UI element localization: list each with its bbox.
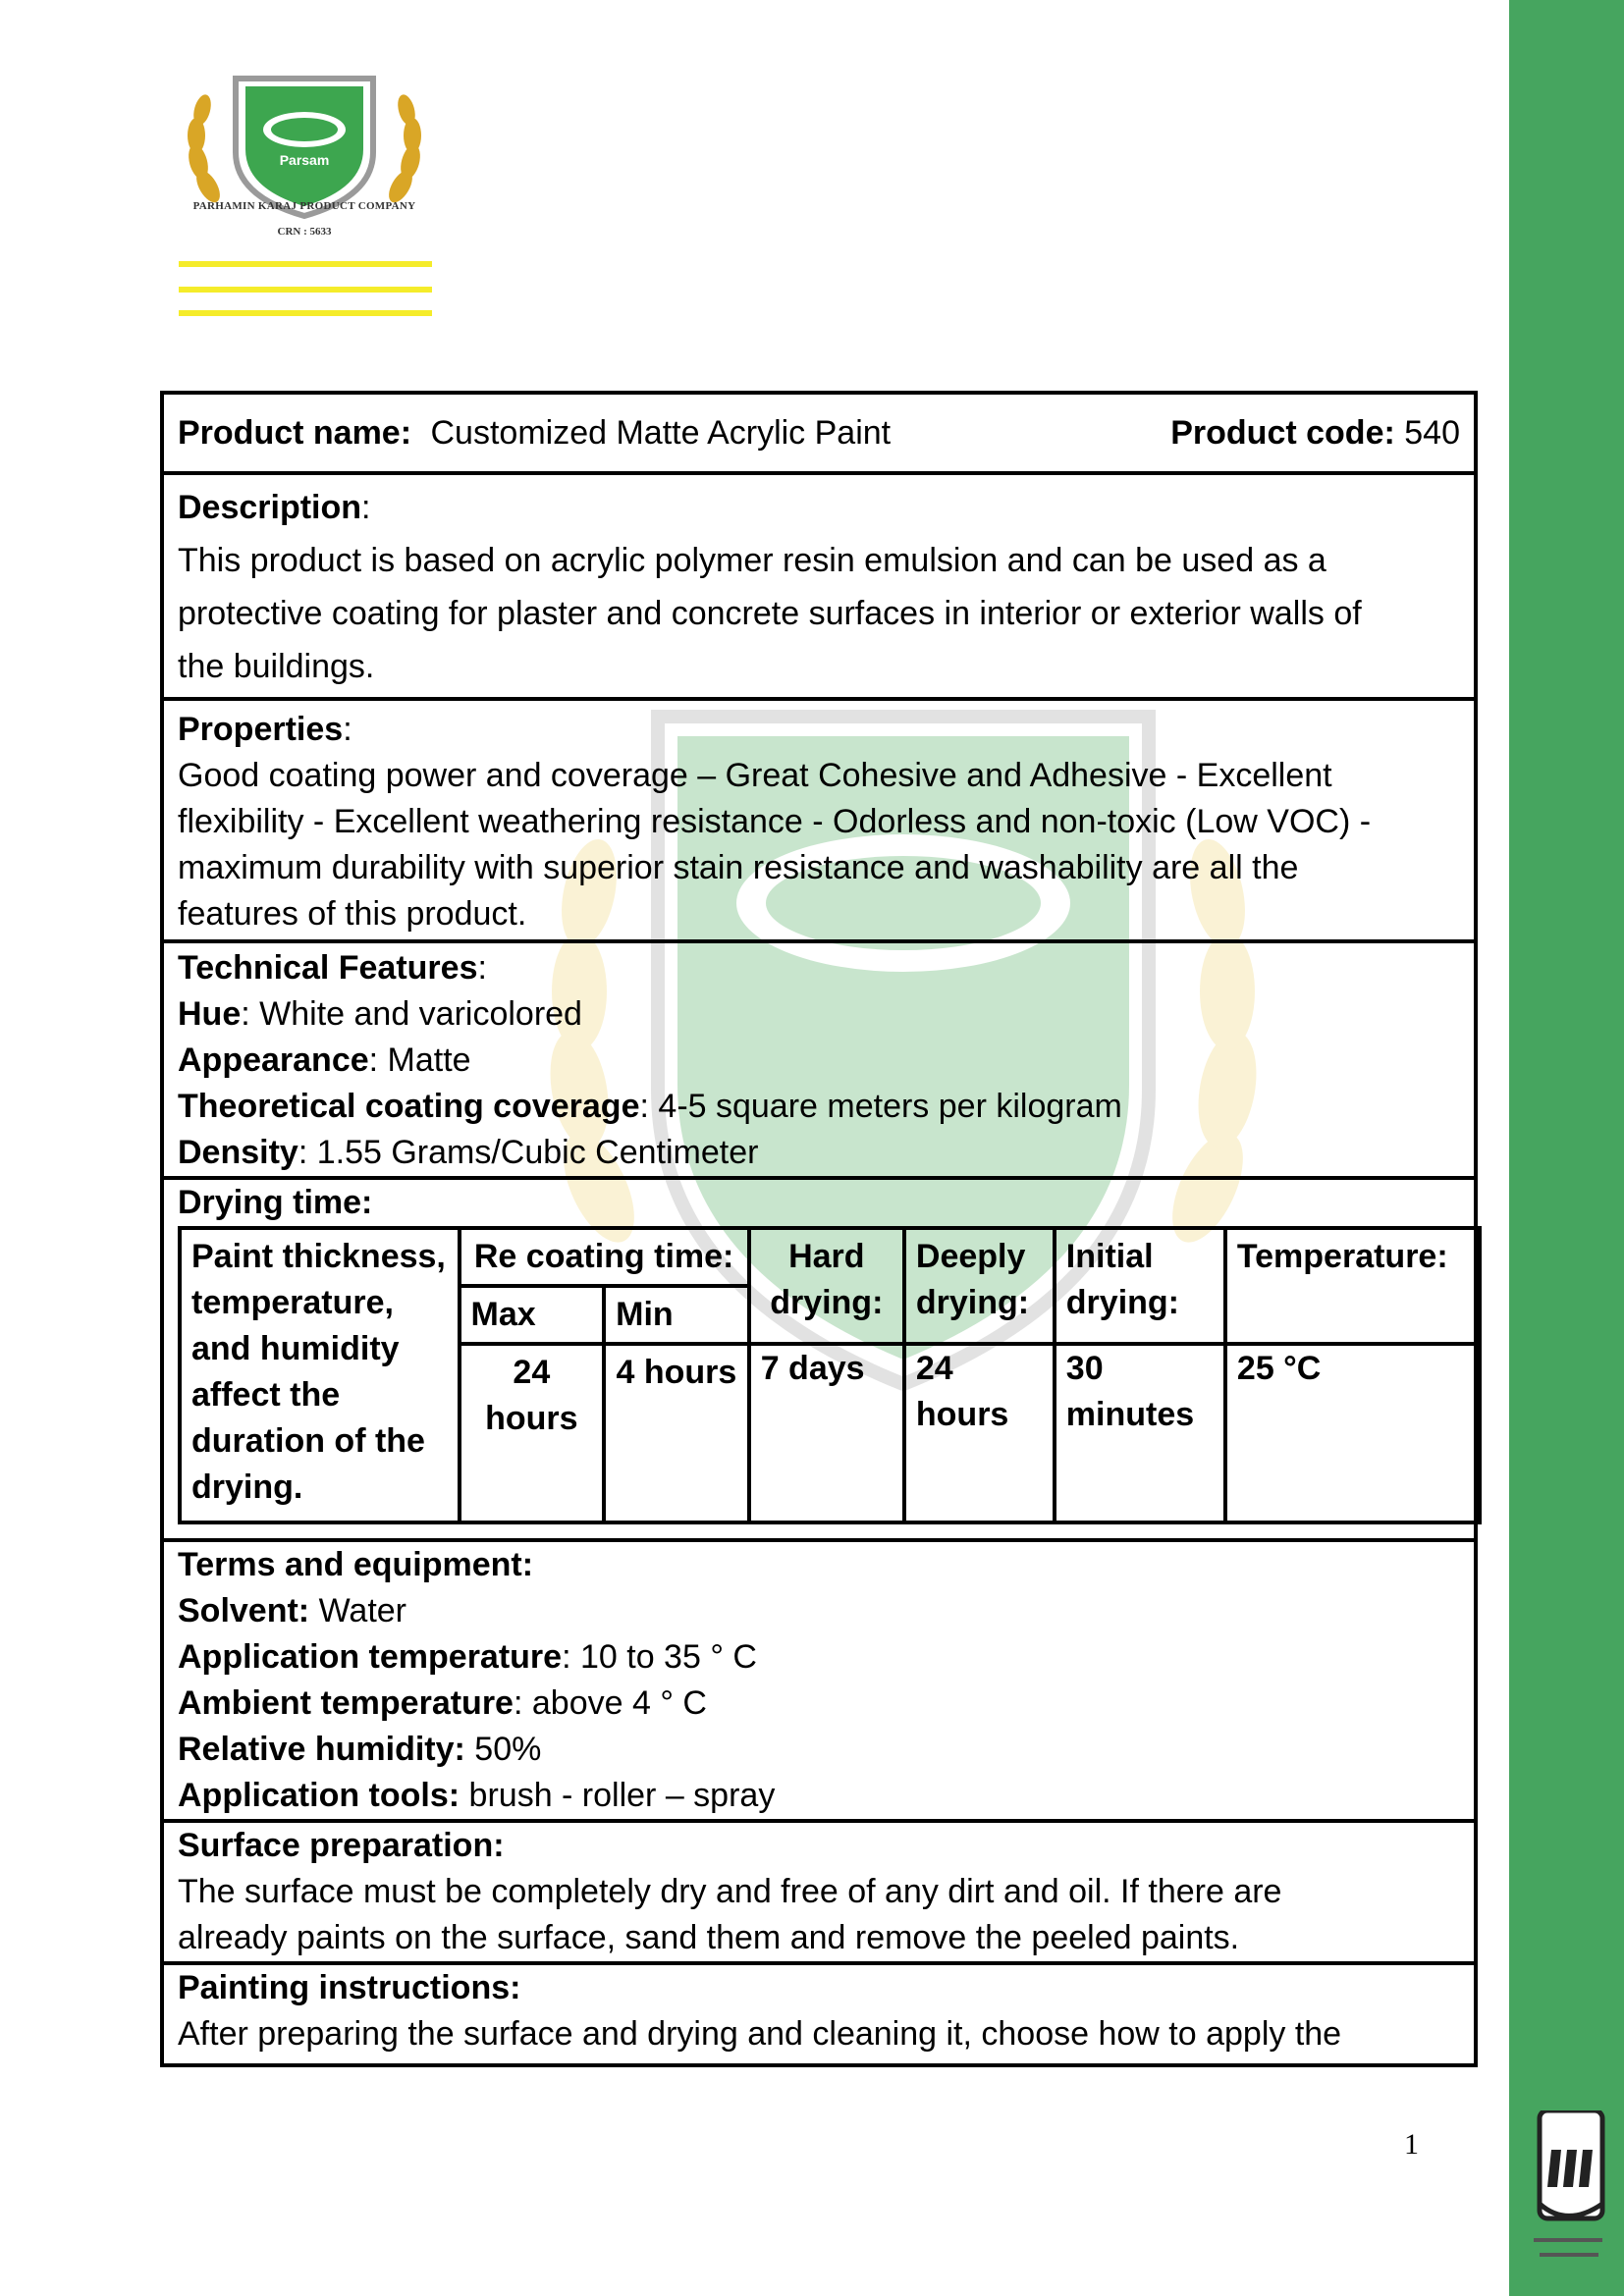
appearance-label: Appearance (178, 1041, 369, 1079)
description-heading: Description (178, 489, 362, 526)
description-section: Description: This product is based on acrylic polymer resin emulsion and can be used as a protective coating for plaster and concrete surfaces in interior or exterior walls of the buildings. (164, 475, 1474, 701)
drying-heading: Drying time: (178, 1184, 373, 1221)
temperature-header: Temperature: (1225, 1228, 1480, 1344)
ambient-temp-label: Ambient temperature (178, 1684, 514, 1722)
coverage-value: 4-5 square meters per kilogram (658, 1088, 1122, 1125)
technical-heading: Technical Features (178, 949, 478, 987)
product-name-label: Product name: (178, 413, 412, 452)
app-temp-line: Application temperature: 10 to 35 ° C (178, 1638, 757, 1676)
description-line: protective coating for plaster and concrete surfaces in interior or exterior walls of (178, 595, 1362, 632)
properties-line: flexibility - Excellent weathering resistance - Odorless and non-toxic (Low VOC) - (178, 803, 1372, 840)
description-line: the buildings. (178, 648, 375, 685)
properties-line: Good coating power and coverage – Great Cohesive and Adhesive - Excellent (178, 757, 1332, 794)
recoating-max-value: 24 hours (460, 1344, 605, 1522)
coverage-line: Theoretical coating coverage: 4-5 square meters per kilogram (178, 1088, 1122, 1125)
coverage-label: Theoretical coating coverage (178, 1088, 640, 1125)
tools-line (178, 1773, 1460, 1819)
recoating-header: Re coating time: (460, 1228, 749, 1286)
product-spec-table (160, 391, 1478, 2067)
appearance-line: Appearance: Matte (178, 1041, 471, 1079)
tools-label: Application tools: (178, 1777, 460, 1814)
recoating-min-value: 4 hours (604, 1344, 749, 1522)
density-line: Density: 1.55 Grams/Cubic Centimeter (178, 1134, 759, 1171)
product-name-value: Customized Matte Acrylic Paint (430, 413, 892, 452)
humidity-label: Relative humidity: (178, 1731, 465, 1768)
side-color-bar (1509, 0, 1624, 2296)
terms-heading: Terms and equipment: (178, 1546, 534, 1583)
product-code (1170, 410, 1460, 456)
product-code-label: Product code: (1170, 413, 1395, 452)
product-header-row (164, 395, 1474, 475)
logo-crn: CRN : 5633 (277, 226, 332, 238)
deep-drying-value: 24 hours (904, 1344, 1055, 1522)
logo-divider-line (179, 310, 432, 316)
surface-line: The surface must be completely dry and free of any dirt and oil. If there are (178, 1873, 1282, 1910)
appearance-value: Matte (387, 1041, 471, 1079)
logo-divider-line (179, 287, 432, 293)
hard-drying-text: 7 days (760, 1350, 865, 1387)
density-value: 1.55 Grams/Cubic Centimeter (316, 1134, 759, 1171)
hard-drying-header: Hard drying: (749, 1228, 904, 1344)
properties-heading: Properties (178, 711, 344, 748)
deep-drying-header: Deeply drying: (904, 1228, 1055, 1344)
description-line: This product is based on acrylic polymer resin emulsion and can be used as a (178, 542, 1326, 579)
painting-line: After preparing the surface and drying and cleaning it, choose how to apply the (178, 2015, 1342, 2053)
properties-line: features of this product. (178, 895, 527, 933)
drying-time-table (178, 1226, 1482, 1524)
properties-section: Properties: Good coating power and coverage – Great Cohesive and Adhesive - Excellent flexibility - Excellent weathering resistance - Odorless and non-toxic (Low VOC) - maximum durability with superior stain resistance and washability are all the features of this product. (164, 701, 1474, 943)
humidity-value: 50% (474, 1731, 542, 1768)
temperature-value: 25 °C (1225, 1344, 1480, 1522)
technical-features-section: Technical Features: Hue: White and varicolored Appearance: Matte Theoretical coating coverage: 4-5 square meters per kilogram Density: 1.55 Grams/Cubic Centimeter (164, 943, 1474, 1180)
min-header: Min (604, 1286, 749, 1344)
solvent-line (178, 1588, 1460, 1634)
standard-mark-icon (1520, 2110, 1614, 2287)
initial-drying-header: Initial drying: (1055, 1228, 1225, 1344)
app-temp-label: Application temperature (178, 1638, 563, 1676)
logo-company-name: PARHAMIN KARAJ PRODUCT COMPANY (192, 200, 416, 212)
painting-instructions-section (164, 1965, 1474, 2063)
ambient-temp-value: above 4 ° C (531, 1684, 707, 1722)
logo-brand-text: Parsam (279, 152, 330, 168)
terms-equipment-section (164, 1542, 1474, 1823)
product-code-value: 540 (1404, 413, 1460, 452)
solvent-value: Water (318, 1592, 406, 1629)
logo-divider-line (179, 261, 432, 267)
tools-value: brush - roller – spray (468, 1777, 776, 1814)
hard-drying-value (749, 1344, 904, 1522)
ambient-temp-line: Ambient temperature: above 4 ° C (178, 1684, 707, 1722)
drying-time-section (164, 1180, 1474, 1542)
painting-heading: Painting instructions: (178, 1969, 521, 2006)
app-temp-value: 10 to 35 ° C (579, 1638, 757, 1676)
solvent-label: Solvent: (178, 1592, 310, 1629)
hue-label: Hue (178, 995, 242, 1033)
properties-line: maximum durability with superior stain resistance and washability are all the (178, 849, 1299, 886)
surface-line: already paints on the surface, sand them and remove the peeled paints. (178, 1919, 1240, 1956)
surface-heading: Surface preparation: (178, 1827, 505, 1864)
surface-preparation-section (164, 1823, 1474, 1965)
hue-value: White and varicolored (259, 995, 582, 1033)
max-header: Max (460, 1286, 605, 1344)
page-number: 1 (1404, 2128, 1419, 2161)
drying-note: Paint thickness, temperature, and humidity affect the duration of the drying. (180, 1228, 460, 1522)
product-name (178, 410, 891, 456)
humidity-line (178, 1727, 1460, 1773)
initial-drying-value: 30 minutes (1055, 1344, 1225, 1522)
hue-line: Hue: White and varicolored (178, 995, 582, 1033)
density-label: Density (178, 1134, 298, 1171)
